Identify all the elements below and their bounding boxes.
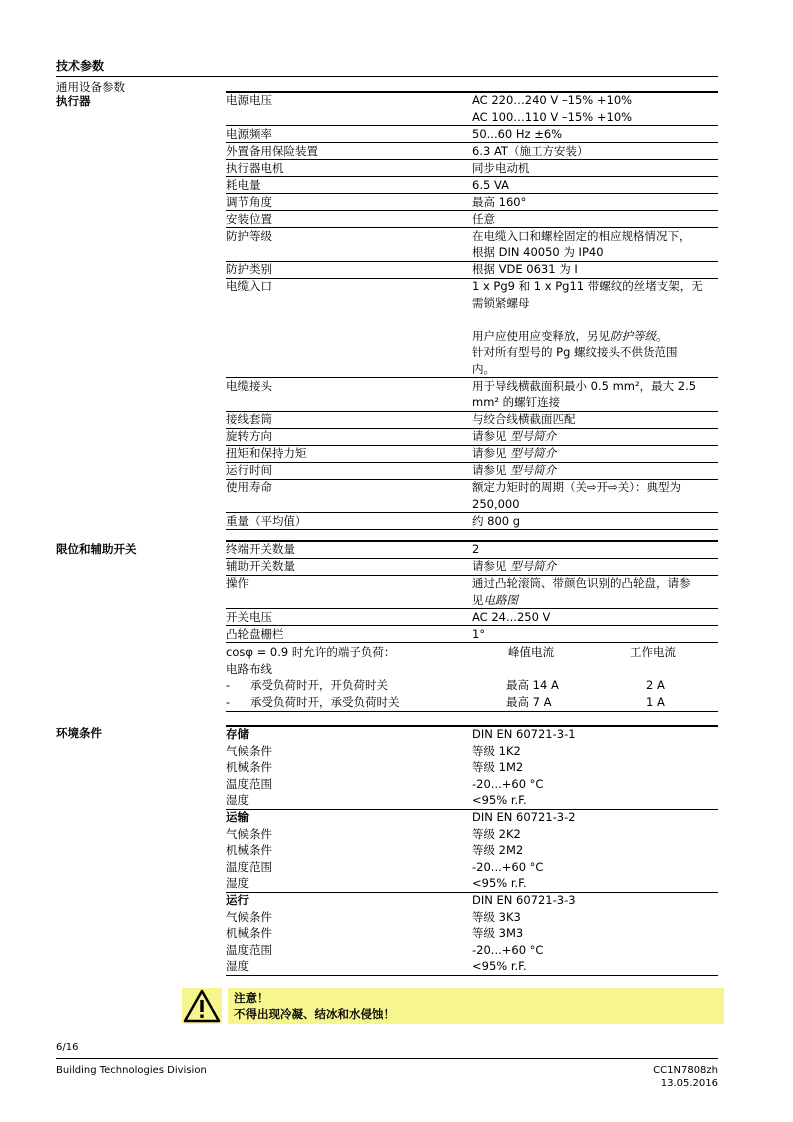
row-label: 气候条件 <box>226 909 272 924</box>
row-value: 请参见 型号简介 <box>472 429 557 443</box>
row-value: <95% r.F. <box>472 793 527 807</box>
warning-line-2: 不得出现冷凝、结冰和水侵蚀！ <box>234 1007 395 1021</box>
row-label: 温度范围 <box>226 776 272 791</box>
col-working-current: 工作电流 <box>630 645 676 659</box>
row-rule <box>226 529 718 530</box>
wiring-label: 电路布线 <box>226 661 272 676</box>
row-value: 最高 160° <box>472 194 527 209</box>
col-peak-current: 峰值电流 <box>508 645 554 659</box>
row-value: 通过凸轮滚筒、带颜色识别的凸轮盘，请参 见电路图 <box>472 576 691 607</box>
row-rule <box>226 711 718 712</box>
row-label: 接线套筒 <box>226 412 272 426</box>
row-value: 约 800 g <box>472 513 521 528</box>
row-label: 开关电压 <box>226 609 272 624</box>
row-label: 温度范围 <box>226 942 272 957</box>
row-label: 终端开关数量 <box>226 542 295 556</box>
load-row-work: 1 A <box>646 694 665 709</box>
row-label: 电源电压 <box>226 93 272 107</box>
row-value: 同步电动机 <box>472 160 530 175</box>
row-label: 辅助开关数量 <box>226 559 295 573</box>
page-title: 技术参数 <box>56 59 105 73</box>
row-value: 等级 3K3 <box>472 909 521 924</box>
row-label: 温度范围 <box>226 859 272 874</box>
warning-box <box>182 988 724 1024</box>
row-label: 机械条件 <box>226 926 272 941</box>
section-actuator: 执行器 <box>56 94 91 108</box>
row-value: AC 220…240 V –15% +10% AC 100…110 V –15% +10% <box>472 93 633 124</box>
env-group-standard: DIN EN 60721-3-1 <box>472 727 576 741</box>
row-label: 防护类别 <box>226 262 272 276</box>
row-label: 外置备用保险装置 <box>226 143 318 158</box>
row-label: 操作 <box>226 576 249 590</box>
env-group-name: 运行 <box>226 893 249 908</box>
footer-rule <box>56 1058 718 1059</box>
row-label: 电缆入口 <box>226 279 272 293</box>
list-dash: - <box>226 678 231 692</box>
row-label: 扭矩和保持力矩 <box>226 446 307 460</box>
load-row-label: 承受负荷时开，承受负荷时关 <box>250 694 400 709</box>
row-label: 气候条件 <box>226 743 272 758</box>
env-group-standard: DIN EN 60721-3-3 <box>472 893 576 908</box>
row-label: 气候条件 <box>226 826 272 841</box>
row-value: AC 24...250 V <box>472 609 551 624</box>
row-value: 在电缆入口和螺栓固定的相应规格情况下， 根据 DIN 40050 为 IP40 <box>472 228 691 259</box>
load-heading: cosφ = 0.9 时允许的端子负荷： <box>226 645 396 659</box>
row-label: 防护等级 <box>226 228 272 243</box>
warning-line-1: 注意！ <box>234 991 269 1005</box>
row-label: 机械条件 <box>226 843 272 858</box>
row-value: 1 x Pg9 和 1 x Pg11 带螺纹的丝堵支架，无 需锁紧螺母 用户应使用应变释放，另见防护等级。 针对所有型号的 Pg 螺纹接头不供货范围 内。 <box>472 279 703 376</box>
footer-doc-id: CC1N7808zh <box>653 1065 718 1076</box>
row-label: 电缆接头 <box>226 378 272 393</box>
row-label: 湿度 <box>226 793 249 807</box>
row-value: 根据 VDE 0631 为 I <box>472 262 578 276</box>
row-value: 请参见 型号简介 <box>472 446 557 460</box>
row-value: 50...60 Hz ±6% <box>472 126 563 141</box>
footer-date: 13.05.2016 <box>660 1078 718 1089</box>
env-group-standard: DIN EN 60721-3-2 <box>472 810 576 825</box>
section-switches: 限位和辅助开关 <box>56 542 137 556</box>
row-value: 2 <box>472 542 480 556</box>
row-value: 额定力矩时的周期（关⇨开⇨关）：典型为 250,000 <box>472 480 682 511</box>
row-label: 湿度 <box>226 959 249 974</box>
row-value: 等级 2M2 <box>472 843 524 858</box>
load-row-peak: 最高 7 A <box>506 694 552 709</box>
section-environment: 环境条件 <box>56 726 102 740</box>
page-number: 6/16 <box>56 1042 79 1053</box>
warning-triangle-icon <box>182 988 222 1024</box>
row-value: 用于导线横截面积最小 0.5 mm²，最大 2.5 mm² 的螺钉连接 <box>472 378 697 409</box>
row-value: 6.5 VA <box>472 177 509 192</box>
row-rule <box>226 975 718 976</box>
row-label: 运行时间 <box>226 463 272 477</box>
row-value: 请参见 型号简介 <box>472 559 557 573</box>
row-label: 执行器电机 <box>226 160 284 175</box>
row-value: 等级 1M2 <box>472 760 524 774</box>
row-label: 耗电量 <box>226 177 261 192</box>
env-group-name: 存储 <box>226 727 249 741</box>
load-row-label: 承受负荷时开，开负荷时关 <box>250 678 388 692</box>
row-value: 等级 2K2 <box>472 826 521 841</box>
footer-division: Building Technologies Division <box>56 1065 207 1076</box>
row-value: 请参见 型号简介 <box>472 463 557 477</box>
row-label: 使用寿命 <box>226 480 272 494</box>
load-row-peak: 最高 14 A <box>506 678 559 692</box>
row-label: 湿度 <box>226 876 249 891</box>
row-label: 旋转方向 <box>226 429 272 443</box>
row-value: <95% r.F. <box>472 876 527 891</box>
row-value: -20...+60 °C <box>472 942 544 957</box>
title-rule <box>56 76 718 77</box>
row-value: <95% r.F. <box>472 959 527 974</box>
load-row-work: 2 A <box>646 678 665 692</box>
list-dash: - <box>226 694 231 709</box>
row-label: 凸轮盘栅栏 <box>226 626 284 641</box>
row-label: 调节角度 <box>226 194 272 209</box>
row-value: 任意 <box>472 211 495 226</box>
row-label: 安装位置 <box>226 211 272 226</box>
row-value: 与绞合线横截面匹配 <box>472 412 576 426</box>
row-value: 1° <box>472 626 486 641</box>
env-group-name: 运输 <box>226 810 249 825</box>
row-value: 6.3 AT（施工方安装） <box>472 143 589 158</box>
row-rule <box>226 642 718 643</box>
row-label: 机械条件 <box>226 760 272 774</box>
row-value: 等级 1K2 <box>472 743 521 758</box>
row-label: 重量（平均值） <box>226 513 307 528</box>
row-value: 等级 3M3 <box>472 926 524 941</box>
subtitle: 通用设备参数 <box>56 80 125 94</box>
row-label: 电源频率 <box>226 126 272 141</box>
row-value: -20...+60 °C <box>472 776 544 791</box>
warning-text <box>228 988 724 1024</box>
row-value: -20...+60 °C <box>472 859 544 874</box>
